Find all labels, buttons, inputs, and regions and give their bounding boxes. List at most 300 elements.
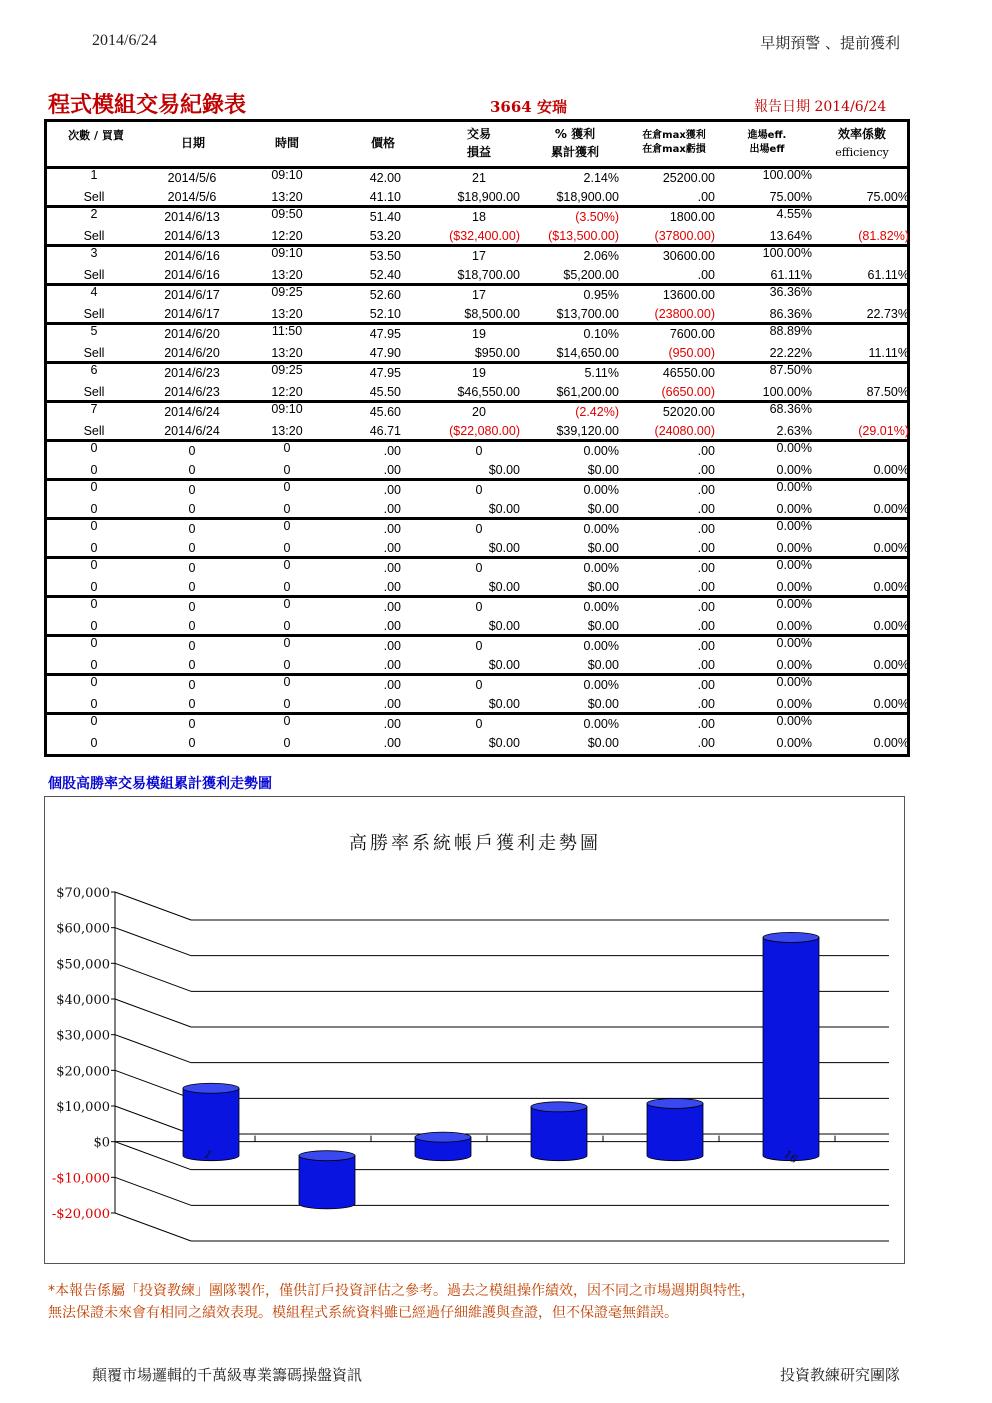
table-cell: Sell xyxy=(83,346,105,360)
table-cell: 13.64% xyxy=(769,229,812,243)
table-cell: 51.40 xyxy=(369,210,401,224)
table-cell: 2014/6/13 xyxy=(164,210,220,224)
table-cell: 68.36% xyxy=(769,402,812,416)
bar-top xyxy=(531,1102,587,1112)
table-cell: .00 xyxy=(383,580,401,594)
trade-group xyxy=(47,403,907,442)
table-cell: Sell xyxy=(83,229,105,243)
table-cell: 2014/6/17 xyxy=(164,288,220,302)
table-cell: 20 xyxy=(472,405,486,419)
table-cell: 7 xyxy=(90,402,98,416)
table-cell: Sell xyxy=(83,307,105,321)
table-cell: 0 xyxy=(90,714,98,728)
table-cell: 52.60 xyxy=(369,288,401,302)
table-cell: .00 xyxy=(697,268,715,282)
table-cell: 2014/6/16 xyxy=(164,268,220,282)
bar-top xyxy=(763,932,819,942)
table-cell: 0 xyxy=(475,483,483,497)
table-cell: .00 xyxy=(383,639,401,653)
table-cell: 0.00% xyxy=(583,561,619,575)
trade-group xyxy=(47,520,907,559)
trade-table xyxy=(44,119,910,757)
table-cell: 0 xyxy=(188,619,196,633)
table-cell: .00 xyxy=(383,697,401,711)
table-cell: 0 xyxy=(188,580,196,594)
table-cell: 47.90 xyxy=(369,346,401,360)
table-cell: $0.00 xyxy=(587,619,619,633)
table-row xyxy=(47,286,907,305)
trade-group xyxy=(47,442,907,481)
table-cell: 0.95% xyxy=(583,288,619,302)
table-cell: 0 xyxy=(90,519,98,533)
table-cell: 52.40 xyxy=(369,268,401,282)
table-cell: 0.00% xyxy=(583,678,619,692)
table-cell: 09:50 xyxy=(271,207,303,221)
table-cell: 0.00% xyxy=(583,717,619,731)
table-cell: 53.50 xyxy=(369,249,401,263)
table-cell: 36.36% xyxy=(769,285,812,299)
header-count: 次數 / 買賣 xyxy=(68,129,124,142)
trade-group xyxy=(47,286,907,325)
table-cell: $18,900.00 xyxy=(556,190,619,204)
table-cell: 86.36% xyxy=(769,307,812,321)
trade-group xyxy=(47,325,907,364)
table-cell: 0 xyxy=(283,441,291,455)
table-cell: .00 xyxy=(697,541,715,555)
table-cell: 0 xyxy=(188,697,196,711)
bar xyxy=(763,937,819,1160)
bar xyxy=(647,1103,703,1160)
table-cell: 0 xyxy=(90,502,98,516)
table-cell: 0.00% xyxy=(583,639,619,653)
trade-group xyxy=(47,481,907,520)
table-cell: 1 xyxy=(90,168,98,182)
table-cell: .00 xyxy=(697,619,715,633)
y-tick-label: -$10,000 xyxy=(51,1171,110,1187)
table-cell: 0.00% xyxy=(583,483,619,497)
table-cell: 0.00% xyxy=(873,736,909,750)
table-cell: 0.00% xyxy=(873,697,909,711)
table-cell: 0 xyxy=(283,675,291,689)
table-cell: 2014/6/24 xyxy=(164,424,220,438)
table-cell: 0 xyxy=(283,636,291,650)
report-date: 報告日期 2014/6/24 xyxy=(754,99,887,115)
bar xyxy=(299,1156,355,1209)
stock-label: 3664 安瑞 xyxy=(490,98,567,116)
table-cell: 0 xyxy=(283,597,291,611)
table-cell: 5 xyxy=(90,324,98,338)
table-cell: .00 xyxy=(697,658,715,672)
table-cell: 0.00% xyxy=(873,502,909,516)
table-cell: 09:10 xyxy=(271,402,303,416)
table-cell: 2014/6/20 xyxy=(164,327,220,341)
table-cell: $13,700.00 xyxy=(556,307,619,321)
table-cell: 2014/6/24 xyxy=(164,405,220,419)
table-cell: 0.00% xyxy=(583,522,619,536)
disclaimer-line-1: *本報告係屬「投資教練」團隊製作，僅供訂戶投資評估之參考。過去之模組操作績效，因不同之市場週期與特性， xyxy=(48,1283,755,1299)
table-cell: 0 xyxy=(475,678,483,692)
header-date: 日期 xyxy=(180,136,205,150)
table-cell: 0.00% xyxy=(873,658,909,672)
table-cell: 2.14% xyxy=(583,171,619,185)
header-effcoef-2: efficiency xyxy=(835,146,889,159)
table-cell: (2.42%) xyxy=(575,405,619,419)
table-cell: 45.60 xyxy=(369,405,401,419)
table-cell: $0.00 xyxy=(488,580,520,594)
table-cell: 0 xyxy=(90,597,98,611)
table-cell: 75.00% xyxy=(866,190,909,204)
table-cell: 0 xyxy=(475,639,483,653)
profit-chart xyxy=(44,796,905,1264)
table-cell: 0 xyxy=(188,717,196,731)
table-cell: 13:20 xyxy=(271,346,303,360)
table-cell: 0 xyxy=(475,600,483,614)
header-eff-1: 進場eff. xyxy=(747,130,787,141)
table-cell: (23800.00) xyxy=(654,307,715,321)
table-row xyxy=(47,676,907,695)
table-cell: $0.00 xyxy=(488,463,520,477)
table-cell: 0 xyxy=(188,736,196,750)
header-price: 價格 xyxy=(370,136,395,150)
table-cell: 21 xyxy=(472,171,486,185)
table-cell: 42.00 xyxy=(369,171,401,185)
table-cell: 0.00% xyxy=(776,658,812,672)
header-trade-2: 損益 xyxy=(466,145,491,159)
table-cell: (81.82%) xyxy=(858,229,909,243)
table-cell: 0 xyxy=(90,736,98,750)
table-cell: .00 xyxy=(697,502,715,516)
table-cell: 0 xyxy=(90,675,98,689)
disclaimer xyxy=(48,1280,928,1324)
chart-title: 高勝率系統帳戶獲利走勢圖 xyxy=(349,833,601,854)
table-cell: 4 xyxy=(90,285,98,299)
table-cell: 46.71 xyxy=(369,424,401,438)
table-cell: 0.00% xyxy=(776,519,812,533)
table-cell: $61,200.00 xyxy=(556,385,619,399)
page-title: 程式模組交易紀錄表 xyxy=(48,92,247,118)
table-cell: 0.10% xyxy=(583,327,619,341)
table-cell: 22.73% xyxy=(866,307,909,321)
table-row xyxy=(47,364,907,383)
table-cell: 0 xyxy=(283,519,291,533)
table-row xyxy=(47,403,907,422)
table-cell: 22.22% xyxy=(769,346,812,360)
table-row xyxy=(47,169,907,188)
table-cell: 0.00% xyxy=(776,619,812,633)
table-cell: 41.10 xyxy=(369,190,401,204)
table-cell: 0.00% xyxy=(776,736,812,750)
table-cell: $0.00 xyxy=(587,541,619,555)
table-cell: .00 xyxy=(697,190,715,204)
table-cell: 0 xyxy=(90,580,98,594)
bar-top xyxy=(647,1098,703,1108)
table-cell: .00 xyxy=(383,658,401,672)
table-cell: 2014/5/6 xyxy=(167,190,217,204)
table-cell: 0 xyxy=(90,619,98,633)
table-cell: 0.00% xyxy=(776,541,812,555)
y-tick-label: $60,000 xyxy=(56,921,110,937)
table-cell: 13:20 xyxy=(271,424,303,438)
table-cell: 09:25 xyxy=(271,363,303,377)
table-cell: 4.55% xyxy=(776,207,812,221)
table-cell: $0.00 xyxy=(488,541,520,555)
table-row xyxy=(47,325,907,344)
table-row xyxy=(47,559,907,578)
table-cell: 0 xyxy=(283,619,291,633)
table-row xyxy=(47,715,907,734)
table-cell: 1800.00 xyxy=(669,210,715,224)
table-cell: $0.00 xyxy=(488,619,520,633)
table-cell: 09:10 xyxy=(271,246,303,260)
table-cell: 52020.00 xyxy=(662,405,715,419)
table-cell: 0 xyxy=(283,580,291,594)
table-cell: 5.11% xyxy=(584,366,619,380)
table-cell: 19 xyxy=(472,366,486,380)
table-cell: 0 xyxy=(283,541,291,555)
y-tick-label: $20,000 xyxy=(56,1064,110,1080)
table-cell: $0.00 xyxy=(488,697,520,711)
table-cell: 0 xyxy=(90,658,98,672)
header-pct-2: 累計獲利 xyxy=(550,145,599,159)
table-cell: .00 xyxy=(383,619,401,633)
table-cell: 0 xyxy=(188,463,196,477)
table-cell: 12:20 xyxy=(271,229,303,243)
table-cell: 2014/6/23 xyxy=(164,385,220,399)
table-cell: .00 xyxy=(697,483,715,497)
table-cell: 2014/6/13 xyxy=(164,229,220,243)
table-cell: .00 xyxy=(383,678,401,692)
table-cell: .00 xyxy=(697,444,715,458)
table-cell: .00 xyxy=(383,444,401,458)
table-cell: 0 xyxy=(90,463,98,477)
table-cell: 0 xyxy=(188,561,196,575)
table-cell: 0.00% xyxy=(776,580,812,594)
trade-group xyxy=(47,364,907,403)
table-row xyxy=(47,247,907,266)
table-cell: $0.00 xyxy=(488,502,520,516)
table-cell: $0.00 xyxy=(587,736,619,750)
table-cell: 13:20 xyxy=(271,190,303,204)
trade-group xyxy=(47,715,907,754)
table-cell: .00 xyxy=(697,580,715,594)
table-cell: .00 xyxy=(697,678,715,692)
table-cell: .00 xyxy=(383,463,401,477)
table-row xyxy=(47,637,907,656)
header-pct-1: % 獲利 xyxy=(554,127,596,141)
table-cell: .00 xyxy=(697,717,715,731)
grid-diagonal xyxy=(115,999,191,1027)
table-cell: 17 xyxy=(472,249,486,263)
table-cell: 0 xyxy=(283,714,291,728)
table-cell: 0 xyxy=(188,639,196,653)
table-cell: 13600.00 xyxy=(662,288,715,302)
table-cell: .00 xyxy=(697,697,715,711)
table-cell: 0 xyxy=(283,480,291,494)
table-cell: 2 xyxy=(90,207,98,221)
table-cell: 0 xyxy=(90,636,98,650)
table-cell: 0.00% xyxy=(776,558,812,572)
table-cell: .00 xyxy=(383,502,401,516)
trade-group xyxy=(47,169,907,208)
table-cell: $0.00 xyxy=(587,580,619,594)
table-cell: 11.11% xyxy=(868,346,909,360)
y-tick-label: $0 xyxy=(93,1135,110,1151)
table-cell: 0 xyxy=(188,541,196,555)
table-cell: 0 xyxy=(475,522,483,536)
table-cell: 0.00% xyxy=(583,444,619,458)
y-tick-label: $50,000 xyxy=(56,957,110,973)
table-cell: 100.00% xyxy=(762,246,812,260)
table-cell: 47.95 xyxy=(369,327,401,341)
table-cell: $0.00 xyxy=(488,658,520,672)
table-row xyxy=(47,520,907,539)
table-cell: .00 xyxy=(697,561,715,575)
table-cell: 0 xyxy=(90,697,98,711)
table-cell: (24080.00) xyxy=(654,424,715,438)
bar-top xyxy=(299,1151,355,1161)
table-cell: .00 xyxy=(383,522,401,536)
table-cell: .00 xyxy=(697,639,715,653)
bar-top xyxy=(415,1132,471,1142)
table-cell: .00 xyxy=(697,736,715,750)
table-cell: 13:20 xyxy=(271,268,303,282)
table-cell: 30600.00 xyxy=(662,249,715,263)
table-cell: 0 xyxy=(188,444,196,458)
table-cell: .00 xyxy=(383,600,401,614)
table-cell: $18,900.00 xyxy=(457,190,520,204)
chart-svg xyxy=(45,797,906,1265)
table-cell: 0.00% xyxy=(873,541,909,555)
trade-group xyxy=(47,676,907,715)
table-cell: 87.50% xyxy=(769,363,812,377)
table-cell: 09:10 xyxy=(271,168,303,182)
table-cell: 100.00% xyxy=(762,385,812,399)
table-cell: 0.00% xyxy=(776,441,812,455)
table-cell: $0.00 xyxy=(587,697,619,711)
table-cell: 11:50 xyxy=(271,324,303,338)
table-cell: 0 xyxy=(90,558,98,572)
trade-group xyxy=(47,247,907,286)
y-tick-label: $10,000 xyxy=(56,1100,110,1115)
table-cell: 46550.00 xyxy=(662,366,715,380)
table-cell: 3 xyxy=(90,246,98,260)
table-cell: Sell xyxy=(83,385,105,399)
table-cell: 0.00% xyxy=(776,463,812,477)
table-header xyxy=(47,122,907,169)
table-cell: 52.10 xyxy=(369,307,401,321)
table-body xyxy=(47,169,907,754)
table-cell: 2014/6/17 xyxy=(164,307,220,321)
table-cell: 25200.00 xyxy=(662,171,715,185)
table-cell: 0 xyxy=(283,736,291,750)
table-row xyxy=(47,734,907,753)
x-tick-label: 1 xyxy=(201,1147,215,1163)
table-cell: 0.00% xyxy=(776,480,812,494)
table-cell: $0.00 xyxy=(587,502,619,516)
chart-caption: 個股高勝率交易模組累計獲利走勢圖 xyxy=(48,776,272,792)
table-cell: 2014/6/20 xyxy=(164,346,220,360)
table-cell: 0 xyxy=(283,558,291,572)
table-cell: 0 xyxy=(283,502,291,516)
footer-right: 投資教練研究團隊 xyxy=(779,1366,900,1384)
table-cell: 2014/6/23 xyxy=(164,366,220,380)
table-cell: 45.50 xyxy=(369,385,401,399)
table-cell: .00 xyxy=(383,541,401,555)
table-cell: .00 xyxy=(383,561,401,575)
table-cell: 17 xyxy=(472,288,486,302)
table-cell: $39,120.00 xyxy=(556,424,619,438)
table-cell: 0.00% xyxy=(776,697,812,711)
table-cell: 12:20 xyxy=(271,385,303,399)
table-cell: $14,650.00 xyxy=(556,346,619,360)
table-cell: 2.06% xyxy=(583,249,619,263)
table-cell: 0.00% xyxy=(873,463,909,477)
table-cell: 0.00% xyxy=(776,502,812,516)
header-effcoef-1: 效率係數 xyxy=(837,127,886,141)
header-time: 時間 xyxy=(274,136,299,150)
table-cell: 0 xyxy=(283,658,291,672)
table-cell: 2014/6/16 xyxy=(164,249,220,263)
header-date: 2014/6/24 xyxy=(92,32,157,49)
table-cell: ($22,080.00) xyxy=(449,424,520,438)
table-cell: 53.20 xyxy=(369,229,401,243)
table-cell: 19 xyxy=(472,327,486,341)
table-cell: 0 xyxy=(188,502,196,516)
grid-diagonal xyxy=(115,1035,191,1063)
trade-group xyxy=(47,559,907,598)
grid-diagonal xyxy=(115,928,191,956)
table-cell: ($32,400.00) xyxy=(449,229,520,243)
table-cell: 0 xyxy=(188,658,196,672)
header-eff-2: 出場eff xyxy=(749,144,785,155)
table-cell: (6650.00) xyxy=(661,385,715,399)
table-cell: .00 xyxy=(383,736,401,750)
table-cell: 0.00% xyxy=(873,580,909,594)
table-cell: 0 xyxy=(90,480,98,494)
table-cell: 0 xyxy=(90,541,98,555)
grid-diagonal xyxy=(115,1106,191,1134)
trade-group xyxy=(47,598,907,637)
grid-diagonal xyxy=(115,892,191,920)
bar xyxy=(531,1107,587,1161)
grid-diagonal xyxy=(115,1213,191,1241)
footer-left: 顛覆市場邏輯的千萬級專業籌碼操盤資訊 xyxy=(92,1366,363,1384)
header-max-2: 在倉max虧損 xyxy=(642,144,706,155)
table-cell: 0 xyxy=(188,483,196,497)
table-cell: 0 xyxy=(283,463,291,477)
bar-top xyxy=(183,1083,239,1093)
table-cell: Sell xyxy=(83,424,105,438)
table-cell: 7600.00 xyxy=(669,327,715,341)
table-cell: .00 xyxy=(697,463,715,477)
header-trade-1: 交易 xyxy=(466,127,491,141)
table-cell: 0.00% xyxy=(776,597,812,611)
header-max-1: 在倉max獲利 xyxy=(642,130,706,141)
table-cell: 0 xyxy=(188,600,196,614)
table-cell: (3.50%) xyxy=(575,210,619,224)
table-cell: 88.89% xyxy=(769,324,812,338)
table-cell: 100.00% xyxy=(762,168,812,182)
x-tick-label: 16 xyxy=(781,1147,801,1167)
table-cell: $0.00 xyxy=(587,658,619,672)
table-cell: $0.00 xyxy=(587,463,619,477)
table-cell: (37800.00) xyxy=(654,229,715,243)
table-cell: 47.95 xyxy=(369,366,401,380)
table-cell: $950.00 xyxy=(474,346,520,360)
table-cell: Sell xyxy=(83,190,105,204)
table-cell: 61.11% xyxy=(867,268,909,282)
table-cell: $18,700.00 xyxy=(457,268,520,282)
